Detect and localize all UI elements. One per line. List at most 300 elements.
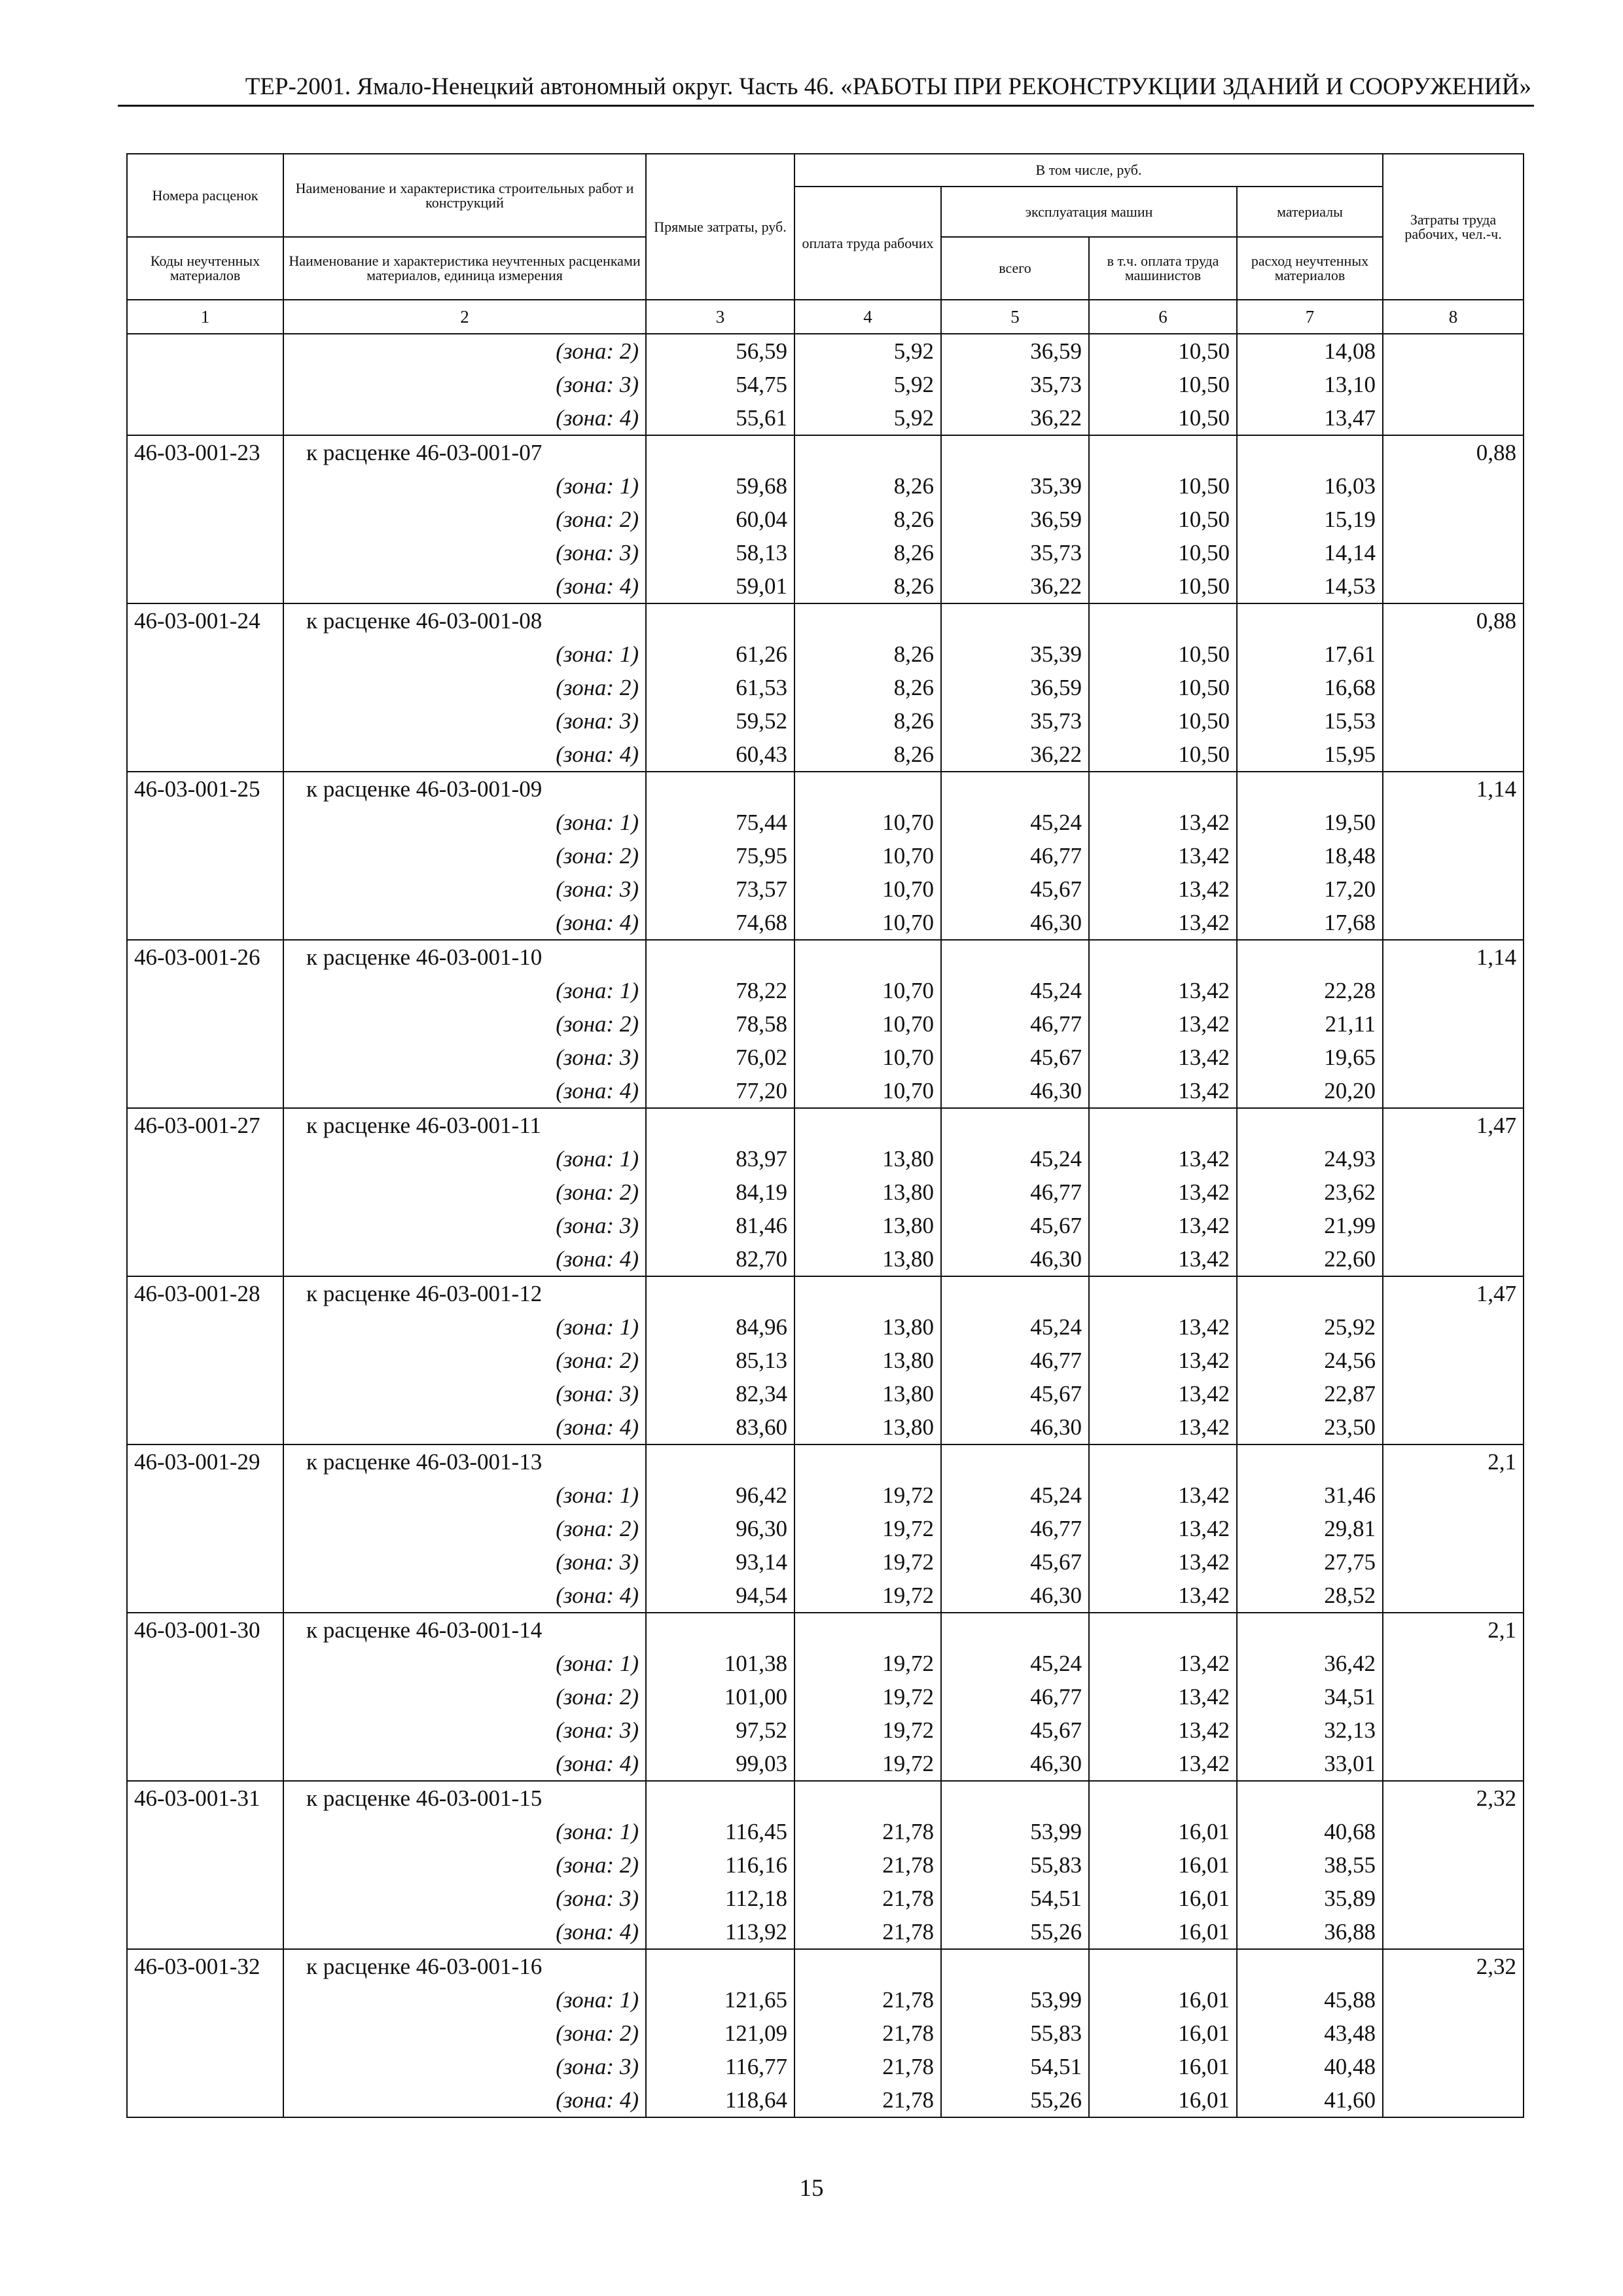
machines-total-cell	[941, 435, 1089, 469]
code-cell	[127, 569, 283, 603]
machines-total-cell: 36,59	[941, 334, 1089, 368]
machines-total-cell: 46,30	[941, 1747, 1089, 1781]
zone-label: (зона: 3)	[283, 1545, 646, 1579]
materials-cell: 45,88	[1237, 1983, 1383, 2017]
table-row	[127, 469, 1524, 503]
table-row	[127, 1815, 1524, 1848]
zone-label: (зона: 3)	[283, 872, 646, 906]
materials-cell	[1237, 1781, 1383, 1815]
table-row	[127, 1074, 1524, 1108]
rate-reference: к расценке 46-03-001-09	[283, 772, 646, 806]
code-cell	[127, 1209, 283, 1242]
materials-cell: 16,03	[1237, 469, 1383, 503]
machinists-pay-cell: 10,50	[1089, 738, 1237, 772]
direct-costs-cell	[646, 1108, 794, 1142]
labor-hours-cell	[1383, 1747, 1524, 1781]
code-cell	[127, 1983, 283, 2017]
zone-label: (зона: 4)	[283, 1242, 646, 1276]
zone-label: (зона: 1)	[283, 1142, 646, 1175]
machinists-pay-cell	[1089, 1949, 1237, 1983]
direct-costs-cell: 76,02	[646, 1041, 794, 1074]
labor-pay-cell	[794, 1276, 941, 1310]
labor-pay-cell: 10,70	[794, 1007, 941, 1041]
labor-hours-cell	[1383, 1815, 1524, 1848]
machines-total-cell: 45,24	[941, 806, 1089, 839]
machines-total-cell: 55,83	[941, 1848, 1089, 1882]
machinists-pay-cell: 13,42	[1089, 1747, 1237, 1781]
zone-label: (зона: 2)	[283, 1512, 646, 1545]
labor-pay-cell: 21,78	[794, 2017, 941, 2050]
materials-cell: 15,95	[1237, 738, 1383, 772]
zone-label: (зона: 1)	[283, 1647, 646, 1680]
machinists-pay-cell: 13,42	[1089, 1175, 1237, 1209]
machinists-pay-cell: 10,50	[1089, 569, 1237, 603]
labor-hours-cell: 1,47	[1383, 1276, 1524, 1310]
machines-total-cell: 45,24	[941, 1479, 1089, 1512]
machinists-pay-cell: 13,42	[1089, 1344, 1237, 1377]
labor-pay-cell: 21,78	[794, 2083, 941, 2117]
rate-code: 46-03-001-31	[127, 1781, 283, 1815]
machinists-pay-cell: 16,01	[1089, 2050, 1237, 2083]
machinists-pay-cell	[1089, 1613, 1237, 1647]
code-cell	[127, 2050, 283, 2083]
zone-label: (зона: 2)	[283, 839, 646, 872]
table-row	[127, 704, 1524, 738]
direct-costs-cell: 60,04	[646, 503, 794, 536]
direct-costs-cell: 82,34	[646, 1377, 794, 1410]
code-cell	[127, 839, 283, 872]
direct-costs-cell: 74,68	[646, 906, 794, 940]
table-row	[127, 974, 1524, 1007]
header-including: В том числе, руб.	[794, 154, 1383, 187]
table-row	[127, 1713, 1524, 1747]
direct-costs-cell: 78,22	[646, 974, 794, 1007]
zone-label: (зона: 2)	[283, 2017, 646, 2050]
materials-cell	[1237, 940, 1383, 974]
table-row-group-header	[127, 772, 1524, 806]
column-number: 8	[1383, 300, 1524, 334]
table-row	[127, 1882, 1524, 1915]
labor-hours-cell	[1383, 2017, 1524, 2050]
labor-pay-cell: 5,92	[794, 401, 941, 435]
machines-total-cell	[941, 1949, 1089, 1983]
machinists-pay-cell: 10,50	[1089, 503, 1237, 536]
zone-label: (зона: 3)	[283, 1882, 646, 1915]
table-row	[127, 2083, 1524, 2117]
code-cell	[127, 469, 283, 503]
materials-cell: 38,55	[1237, 1848, 1383, 1882]
machines-total-cell: 35,39	[941, 469, 1089, 503]
machines-total-cell	[941, 1444, 1089, 1479]
machines-total-cell: 54,51	[941, 2050, 1089, 2083]
machines-total-cell: 45,67	[941, 1041, 1089, 1074]
labor-pay-cell	[794, 772, 941, 806]
labor-hours-cell	[1383, 1007, 1524, 1041]
materials-cell: 40,48	[1237, 2050, 1383, 2083]
header-labor-pay: оплата труда рабочих	[794, 187, 941, 300]
labor-pay-cell: 8,26	[794, 503, 941, 536]
labor-hours-cell	[1383, 671, 1524, 704]
code-cell	[127, 1242, 283, 1276]
materials-cell: 33,01	[1237, 1747, 1383, 1781]
materials-cell: 21,99	[1237, 1209, 1383, 1242]
labor-pay-cell: 13,80	[794, 1377, 941, 1410]
direct-costs-cell	[646, 1276, 794, 1310]
rate-reference: к расценке 46-03-001-11	[283, 1108, 646, 1142]
labor-pay-cell: 10,70	[794, 806, 941, 839]
direct-costs-cell: 59,68	[646, 469, 794, 503]
machines-total-cell: 53,99	[941, 1815, 1089, 1848]
labor-pay-cell: 21,78	[794, 1915, 941, 1949]
table-row	[127, 806, 1524, 839]
table-row	[127, 1747, 1524, 1781]
machinists-pay-cell: 16,01	[1089, 1815, 1237, 1848]
labor-pay-cell: 19,72	[794, 1680, 941, 1713]
labor-pay-cell	[794, 1108, 941, 1142]
direct-costs-cell: 82,70	[646, 1242, 794, 1276]
labor-hours-cell	[1383, 1242, 1524, 1276]
direct-costs-cell: 56,59	[646, 334, 794, 368]
labor-pay-cell: 8,26	[794, 704, 941, 738]
code-cell	[127, 974, 283, 1007]
labor-hours-cell	[1383, 872, 1524, 906]
zone-label: (зона: 4)	[283, 401, 646, 435]
header-direct-costs: Прямые затраты, руб.	[646, 154, 794, 300]
direct-costs-cell: 113,92	[646, 1915, 794, 1949]
table-row	[127, 2050, 1524, 2083]
direct-costs-cell: 84,19	[646, 1175, 794, 1209]
code-cell	[127, 1815, 283, 1848]
machinists-pay-cell: 13,42	[1089, 1142, 1237, 1175]
zone-label: (зона: 4)	[283, 1074, 646, 1108]
labor-pay-cell: 8,26	[794, 738, 941, 772]
labor-pay-cell: 8,26	[794, 469, 941, 503]
machinists-pay-cell	[1089, 435, 1237, 469]
machines-total-cell: 45,67	[941, 872, 1089, 906]
materials-cell	[1237, 1108, 1383, 1142]
machinists-pay-cell: 13,42	[1089, 1242, 1237, 1276]
machines-total-cell: 46,77	[941, 1680, 1089, 1713]
direct-costs-cell: 61,53	[646, 671, 794, 704]
materials-cell: 34,51	[1237, 1680, 1383, 1713]
code-cell	[127, 1680, 283, 1713]
direct-costs-cell	[646, 435, 794, 469]
direct-costs-cell: 116,16	[646, 1848, 794, 1882]
machines-total-cell	[941, 1276, 1089, 1310]
header-col1-top: Номера расценок	[127, 154, 283, 237]
labor-hours-cell	[1383, 1344, 1524, 1377]
machines-total-cell: 53,99	[941, 1983, 1089, 2017]
materials-cell: 40,68	[1237, 1815, 1383, 1848]
labor-pay-cell: 13,80	[794, 1242, 941, 1276]
machines-total-cell: 36,22	[941, 401, 1089, 435]
table-row-group-header	[127, 603, 1524, 637]
materials-cell: 23,62	[1237, 1175, 1383, 1209]
table-row	[127, 839, 1524, 872]
labor-hours-cell: 0,88	[1383, 435, 1524, 469]
labor-hours-cell: 2,1	[1383, 1444, 1524, 1479]
direct-costs-cell: 77,20	[646, 1074, 794, 1108]
table-row	[127, 1041, 1524, 1074]
materials-cell: 13,47	[1237, 401, 1383, 435]
materials-cell: 32,13	[1237, 1713, 1383, 1747]
machines-total-cell: 54,51	[941, 1882, 1089, 1915]
materials-cell: 17,20	[1237, 872, 1383, 906]
code-cell	[127, 1713, 283, 1747]
table-row	[127, 1377, 1524, 1410]
direct-costs-cell: 96,42	[646, 1479, 794, 1512]
direct-costs-cell: 101,00	[646, 1680, 794, 1713]
zone-label: (зона: 4)	[283, 906, 646, 940]
machinists-pay-cell: 13,42	[1089, 1713, 1237, 1747]
code-cell	[127, 738, 283, 772]
machines-total-cell	[941, 603, 1089, 637]
rate-reference: к расценке 46-03-001-14	[283, 1613, 646, 1647]
table-row-group-header	[127, 940, 1524, 974]
zone-label: (зона: 2)	[283, 1848, 646, 1882]
labor-pay-cell: 8,26	[794, 536, 941, 569]
labor-hours-cell: 0,88	[1383, 603, 1524, 637]
code-cell	[127, 872, 283, 906]
zone-label: (зона: 4)	[283, 738, 646, 772]
zone-label: (зона: 2)	[283, 671, 646, 704]
materials-cell	[1237, 435, 1383, 469]
machinists-pay-cell: 13,42	[1089, 1377, 1237, 1410]
labor-pay-cell: 21,78	[794, 1882, 941, 1915]
labor-pay-cell: 19,72	[794, 1713, 941, 1747]
header-unaccounted-materials: расход неучтенных материалов	[1237, 237, 1383, 300]
direct-costs-cell	[646, 603, 794, 637]
direct-costs-cell: 101,38	[646, 1647, 794, 1680]
materials-cell: 36,42	[1237, 1647, 1383, 1680]
labor-pay-cell: 13,80	[794, 1142, 941, 1175]
rate-reference: к расценке 46-03-001-08	[283, 603, 646, 637]
labor-pay-cell: 19,72	[794, 1579, 941, 1613]
materials-cell: 24,93	[1237, 1142, 1383, 1175]
labor-hours-cell	[1383, 2050, 1524, 2083]
labor-hours-cell	[1383, 839, 1524, 872]
code-cell	[127, 637, 283, 671]
table-row	[127, 1680, 1524, 1713]
code-cell	[127, 704, 283, 738]
code-cell	[127, 1747, 283, 1781]
materials-cell	[1237, 772, 1383, 806]
zone-label: (зона: 2)	[283, 1175, 646, 1209]
labor-hours-cell: 1,14	[1383, 940, 1524, 974]
machines-total-cell: 36,59	[941, 503, 1089, 536]
machinists-pay-cell: 13,42	[1089, 1680, 1237, 1713]
table-row	[127, 1142, 1524, 1175]
code-cell	[127, 1479, 283, 1512]
machinists-pay-cell: 10,50	[1089, 368, 1237, 401]
direct-costs-cell	[646, 1613, 794, 1647]
materials-cell: 41,60	[1237, 2083, 1383, 2117]
machinists-pay-cell	[1089, 1108, 1237, 1142]
direct-costs-cell: 121,65	[646, 1983, 794, 2017]
labor-pay-cell: 19,72	[794, 1512, 941, 1545]
labor-hours-cell	[1383, 1579, 1524, 1613]
machines-total-cell: 45,24	[941, 1310, 1089, 1344]
direct-costs-cell: 75,44	[646, 806, 794, 839]
code-cell	[127, 1175, 283, 1209]
labor-pay-cell	[794, 435, 941, 469]
code-cell	[127, 1545, 283, 1579]
zone-label: (зона: 3)	[283, 536, 646, 569]
direct-costs-cell: 83,60	[646, 1410, 794, 1444]
zone-label: (зона: 3)	[283, 368, 646, 401]
header-col2-bottom: Наименование и характеристика неучтенных расценками материалов, единица измерения	[283, 237, 646, 300]
labor-hours-cell	[1383, 503, 1524, 536]
table-row	[127, 536, 1524, 569]
table-header	[127, 154, 1524, 334]
labor-hours-cell	[1383, 1512, 1524, 1545]
direct-costs-cell: 81,46	[646, 1209, 794, 1242]
table-row	[127, 1310, 1524, 1344]
column-number: 4	[794, 300, 941, 334]
table-row	[127, 368, 1524, 401]
zone-label: (зона: 1)	[283, 469, 646, 503]
machines-total-cell: 36,22	[941, 738, 1089, 772]
machinists-pay-cell: 16,01	[1089, 2017, 1237, 2050]
header-labor-hours: Затраты труда рабочих, чел.-ч.	[1383, 154, 1524, 300]
code-cell	[127, 1882, 283, 1915]
machinists-pay-cell: 13,42	[1089, 1209, 1237, 1242]
labor-hours-cell	[1383, 1410, 1524, 1444]
materials-cell: 24,56	[1237, 1344, 1383, 1377]
table-row	[127, 1344, 1524, 1377]
materials-cell: 28,52	[1237, 1579, 1383, 1613]
labor-pay-cell: 10,70	[794, 1074, 941, 1108]
machines-total-cell: 46,30	[941, 1074, 1089, 1108]
labor-hours-cell: 2,32	[1383, 1949, 1524, 1983]
labor-pay-cell: 19,72	[794, 1479, 941, 1512]
machinists-pay-cell: 13,42	[1089, 1545, 1237, 1579]
labor-pay-cell: 10,70	[794, 839, 941, 872]
rate-reference: к расценке 46-03-001-10	[283, 940, 646, 974]
rate-reference: к расценке 46-03-001-13	[283, 1444, 646, 1479]
table-row	[127, 1175, 1524, 1209]
table-row	[127, 2017, 1524, 2050]
header-machines-total: всего	[941, 237, 1089, 300]
table-row	[127, 1579, 1524, 1613]
code-cell	[127, 1915, 283, 1949]
labor-hours-cell	[1383, 334, 1524, 368]
zone-label: (зона: 3)	[283, 704, 646, 738]
labor-hours-cell	[1383, 1041, 1524, 1074]
code-cell	[127, 1647, 283, 1680]
labor-pay-cell	[794, 1444, 941, 1479]
direct-costs-cell	[646, 940, 794, 974]
column-number: 6	[1089, 300, 1237, 334]
machines-total-cell: 55,26	[941, 1915, 1089, 1949]
machinists-pay-cell: 10,50	[1089, 469, 1237, 503]
table-row	[127, 1512, 1524, 1545]
column-number: 1	[127, 300, 283, 334]
machines-total-cell: 35,73	[941, 536, 1089, 569]
table-row	[127, 1242, 1524, 1276]
code-cell	[127, 368, 283, 401]
direct-costs-cell: 96,30	[646, 1512, 794, 1545]
zone-label: (зона: 4)	[283, 1579, 646, 1613]
page-number: 15	[799, 2175, 824, 2202]
direct-costs-cell	[646, 772, 794, 806]
labor-pay-cell: 19,72	[794, 1647, 941, 1680]
code-cell	[127, 334, 283, 368]
labor-pay-cell: 13,80	[794, 1410, 941, 1444]
zone-label: (зона: 1)	[283, 637, 646, 671]
labor-hours-cell	[1383, 1175, 1524, 1209]
machinists-pay-cell: 13,42	[1089, 1479, 1237, 1512]
zone-label: (зона: 1)	[283, 1815, 646, 1848]
zone-label: (зона: 4)	[283, 1915, 646, 1949]
code-cell	[127, 1344, 283, 1377]
code-cell	[127, 1410, 283, 1444]
zone-label: (зона: 4)	[283, 1747, 646, 1781]
header-machinists-pay: в т.ч. оплата труда машинистов	[1089, 237, 1237, 300]
labor-hours-cell	[1383, 1848, 1524, 1882]
materials-cell: 31,46	[1237, 1479, 1383, 1512]
materials-cell: 22,28	[1237, 974, 1383, 1007]
labor-hours-cell	[1383, 401, 1524, 435]
materials-cell: 29,81	[1237, 1512, 1383, 1545]
labor-hours-cell	[1383, 1882, 1524, 1915]
labor-hours-cell: 1,14	[1383, 772, 1524, 806]
direct-costs-cell: 58,13	[646, 536, 794, 569]
materials-cell: 16,68	[1237, 671, 1383, 704]
machinists-pay-cell: 16,01	[1089, 2083, 1237, 2117]
zone-label: (зона: 1)	[283, 974, 646, 1007]
machinists-pay-cell: 13,42	[1089, 1512, 1237, 1545]
machines-total-cell	[941, 772, 1089, 806]
materials-cell: 35,89	[1237, 1882, 1383, 1915]
machines-total-cell: 35,39	[941, 637, 1089, 671]
rate-code: 46-03-001-23	[127, 435, 283, 469]
direct-costs-cell	[646, 1949, 794, 1983]
direct-costs-cell: 61,26	[646, 637, 794, 671]
labor-hours-cell	[1383, 1680, 1524, 1713]
machinists-pay-cell	[1089, 772, 1237, 806]
code-cell	[127, 503, 283, 536]
column-number: 2	[283, 300, 646, 334]
labor-hours-cell	[1383, 536, 1524, 569]
table-row-group-header	[127, 1949, 1524, 1983]
labor-pay-cell: 5,92	[794, 334, 941, 368]
labor-hours-cell	[1383, 569, 1524, 603]
materials-cell: 14,14	[1237, 536, 1383, 569]
labor-pay-cell: 21,78	[794, 1815, 941, 1848]
direct-costs-cell: 55,61	[646, 401, 794, 435]
machinists-pay-cell	[1089, 603, 1237, 637]
code-cell	[127, 671, 283, 704]
machines-total-cell	[941, 1781, 1089, 1815]
rate-code: 46-03-001-27	[127, 1108, 283, 1142]
table-row	[127, 671, 1524, 704]
materials-cell: 27,75	[1237, 1545, 1383, 1579]
table-row	[127, 503, 1524, 536]
labor-hours-cell	[1383, 1647, 1524, 1680]
materials-cell	[1237, 1444, 1383, 1479]
machines-total-cell: 55,83	[941, 2017, 1089, 2050]
machinists-pay-cell: 13,42	[1089, 1074, 1237, 1108]
machinists-pay-cell: 10,50	[1089, 334, 1237, 368]
machinists-pay-cell	[1089, 1444, 1237, 1479]
column-number: 3	[646, 300, 794, 334]
rate-reference: к расценке 46-03-001-15	[283, 1781, 646, 1815]
materials-cell: 14,08	[1237, 334, 1383, 368]
direct-costs-cell: 121,09	[646, 2017, 794, 2050]
materials-cell: 23,50	[1237, 1410, 1383, 1444]
machines-total-cell: 46,30	[941, 1242, 1089, 1276]
